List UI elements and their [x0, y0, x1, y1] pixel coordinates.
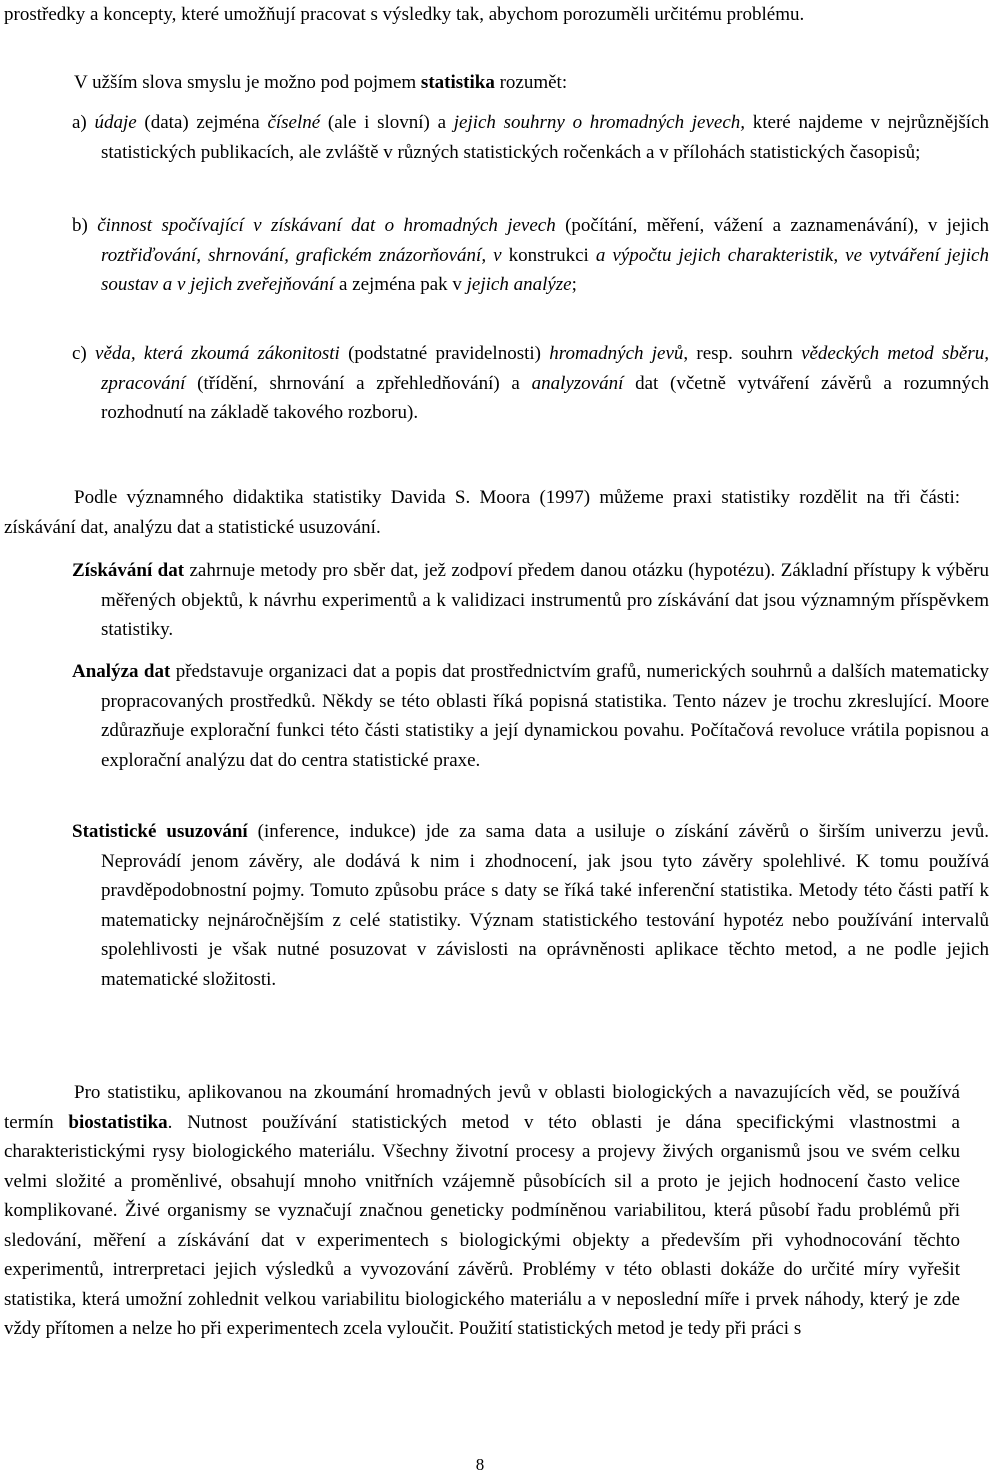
biostatistics-paragraph: Pro statistiku, aplikovanou na zkoumání hromadných jevů v oblasti biologických a navazujících věd, se používá termín biostatistika. Nutnost používání statistických metod v této oblasti je dána specifickými vlastnostmi a charakteristickými rysy biologického materiálu. Všechny životní procesy a projevy živých organismů jsou ve svém celku velmi složité a proměnlivé, obsahují mnoho vnitřních vzájemně působících sil a proto je jejich hodnocení často velice komplikované. Živé organismy se vyznačují značnou geneticky podmíněnou variabilitou, která působí řadu problémů při sledování, měření a získávání dat v experimentech s biologickými objekty a především při vyhodnocování těchto experimentů, intrerpretaci jejich výsledků a vyvozování závěrů. Problémy v této oblasti dokáže do určité míry vyřešit statistika, která umožní zohlednit velkou variabilitu biologického materiálu a v neposlední míře i prvek náhody, který je zde vždy přítomen a nelze ho při experimentech zcela vyloučit. Použití statistických metod je tedy při práci s — [4, 1082, 960, 1339]
data-analysis-paragraph: Analýza dat představuje organizaci dat a popis dat prostřednictvím grafů, numerických souhrnů a dalších matematicky propracovaných prostředků. Někdy se této oblasti říká popisná statistika. Tento název je trochu zkreslující. Moore zdůrazňuje explorační funkci této části statistiky a její dynamickou povahu. Počítačová revoluce vrátila popisnou a explorační analýzu dat do centra statistické praxe. — [72, 661, 989, 771]
intro-paragraph: prostředky a koncepty, které umožňují pracovat s výsledky tak, abychom porozuměli určitému problému. — [4, 4, 805, 25]
data-acquisition-paragraph: Získávání dat zahrnuje metody pro sběr dat, jež zodpoví předem danou otázku (hypotézu). Základní přístupy k výběru měřených objektů, k návrhu experimentů a k validizaci instrumentů pro získávání dat jsou významným příspěvkem statistiky. — [72, 560, 989, 640]
statistical-inference-paragraph: Statistické usuzování (inference, indukce) jde za sama data a usiluje o získání závěrů o širším univerzu jevů. Neprovádí jenom závěry, ale dodává k nim i zhodnocení, jak jsou tyto závěry spolehlivé. K tomu používá pravděpodobnostní pojmy. Tomuto způsobu práce s daty se říká také inferenční statistika. Metody této části patří k matematicky nejnáročnějším z celé statistiky. Význam statistického testování hypotéz nebo používání intervalů spolehlivosti je však nutné posuzovat v závislosti na oprávněnosti aplikace těchto metod, a ne podle jejich matematické složitosti. — [72, 821, 989, 990]
definition-item-b: b) činnost spočívající v získávaní dat o hromadných jevech (počítání, měření, vážení a zaznamenávání), v jejich roztřiďování, shrnování, grafickém znázorňování, v konstrukci a výpočtu jejich charakteristik, ve vytváření jejich soustav a v jejich zveřejňování a zejména pak v jejich analýze; — [72, 215, 989, 295]
statistics-definition-lead: V užším slova smyslu je možno pod pojmem statistika rozumět: — [74, 72, 568, 93]
statistics-term: statistika — [420, 72, 495, 93]
statistical-inference-term: Statistické usuzování — [72, 821, 248, 842]
moore-paragraph: Podle významného didaktika statistiky Davida S. Moora (1997) můžeme praxi statistiky rozdělit na tři části: získávání dat, analýzu dat a statistické usuzování. — [4, 487, 960, 538]
data-analysis-term: Analýza dat — [72, 661, 171, 682]
data-acquisition-term: Získávání dat — [72, 560, 185, 581]
page-number: 8 — [475, 1455, 485, 1474]
biostatistics-term: biostatistika — [68, 1111, 168, 1133]
definition-item-c: c) věda, která zkoumá zákonitosti (podstatné pravidelnosti) hromadných jevů, resp. souhrn vědeckých metod sběru, zpracování (třídění, shrnování a zpřehledňování) a analyzování dat (včetně vytváření závěrů a rozumných rozhodnutí na základě takového rozboru). — [72, 343, 989, 423]
definition-item-a: a) údaje (data) zejména číselné (ale i slovní) a jejich souhrny o hromadných jevech, které najdeme v nejrůznějších statistických publikacích, ale zvláště v různých statistických ročenkách a v přílohách statistických časopisů; — [72, 112, 989, 163]
